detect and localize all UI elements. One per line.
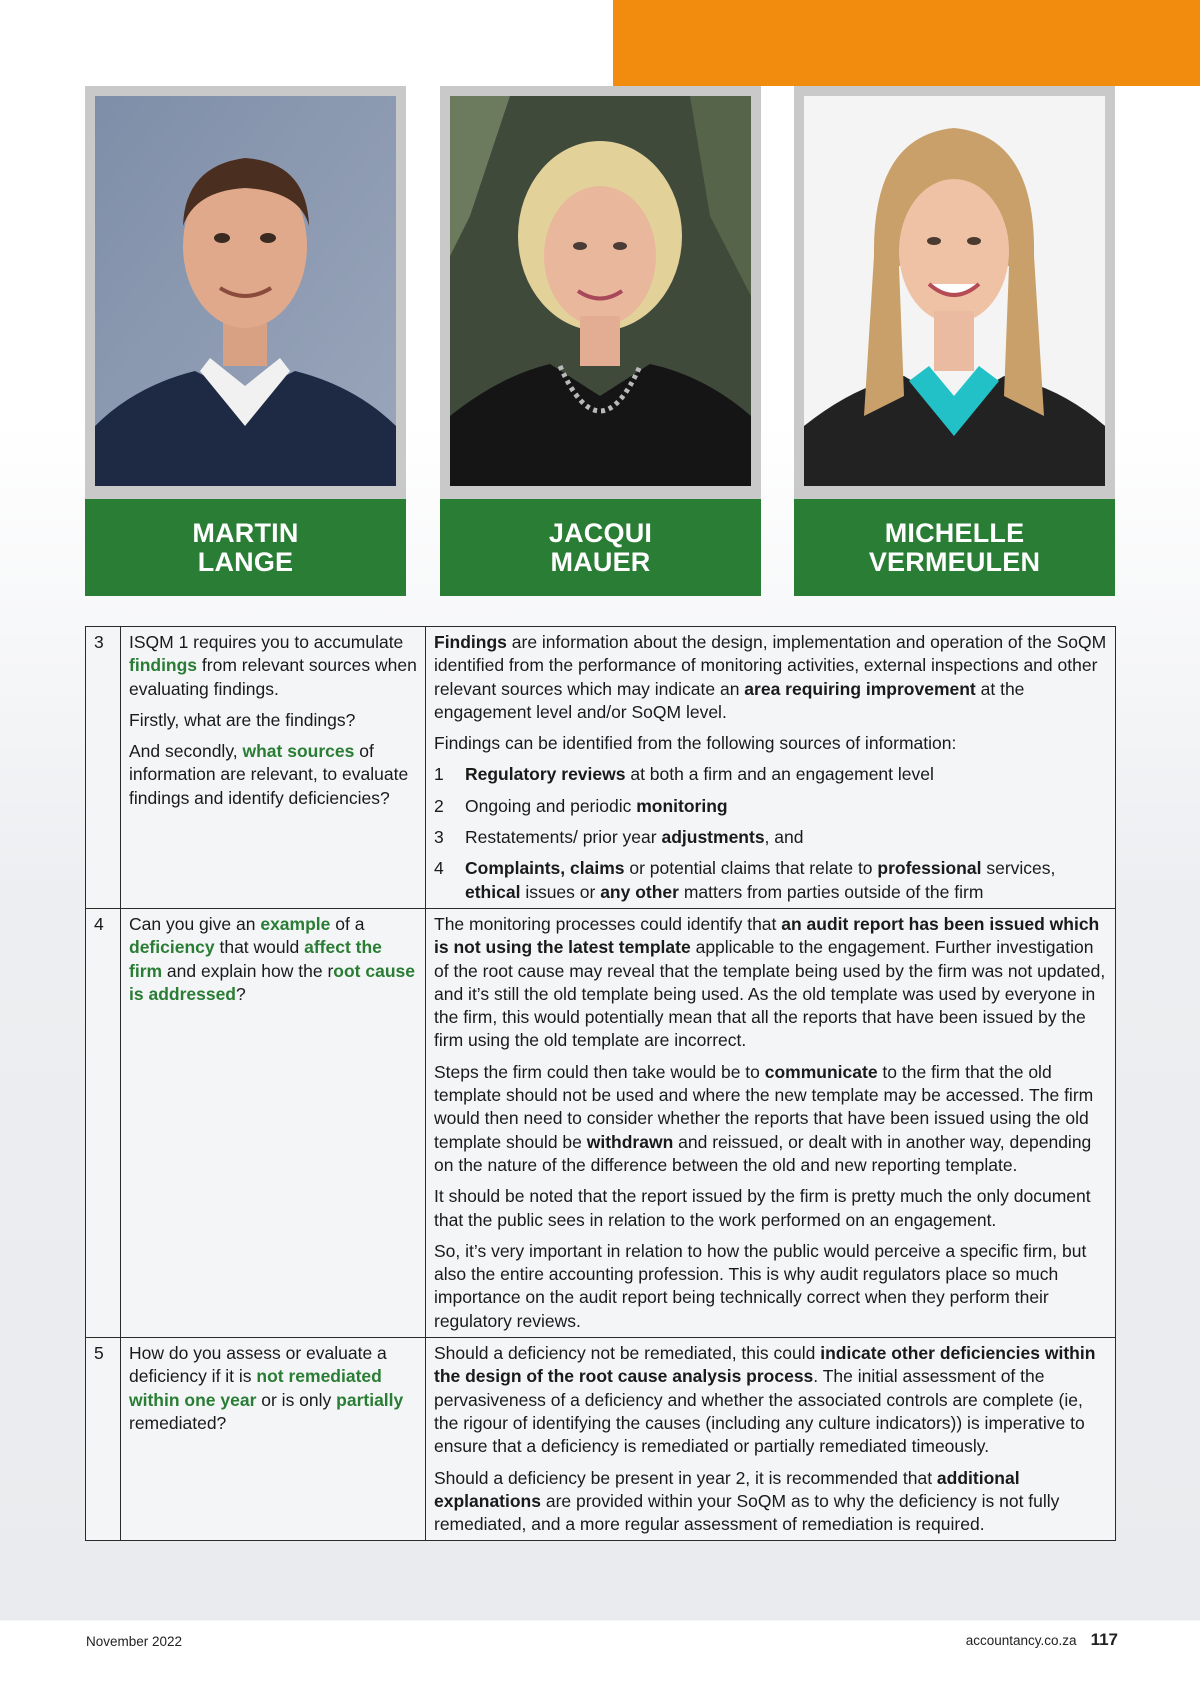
first-name: JACQUI	[548, 517, 653, 548]
question-paragraph: Can you give an example of a deficiency that would affect the firm and explain how the root cause is addressed?	[129, 913, 415, 1004]
portrait-photo-jacqui-mauer	[450, 96, 751, 486]
table-row	[86, 627, 1116, 909]
answer-paragraph: Findings can be identified from the following sources of information:	[434, 733, 957, 754]
answer-cell	[426, 627, 1116, 909]
list-item: 4 Complaints, claims or potential claims that relate to professional services, ethical issues or any other matters from parties outside of the firm	[434, 858, 1056, 902]
qa-table	[85, 626, 1116, 1541]
question-cell	[121, 1338, 426, 1541]
row-number: 3	[86, 627, 121, 909]
answer-paragraph: Should a deficiency not be remediated, this could indicate other deficiencies within the design of the root cause analysis process. The initial assessment of the pervasiveness of a deficiency and whether the associated controls are complete (ie, the rigour of identifying the causes (including any culture indicators)) is imperative to ensure that a deficiency is remediated or partially remediated timeously.	[434, 1343, 1096, 1457]
first-name: MARTIN	[192, 517, 299, 548]
row-number: 4	[86, 908, 121, 1337]
answer-paragraph: So, it’s very important in relation to how the public would perceive a specific firm, but also the entire accounting profession. This is why audit regulators place so much importance on the audit report being technically correct when they perform their regulatory reviews.	[434, 1240, 1087, 1331]
answer-cell	[426, 908, 1116, 1337]
question-paragraph: And secondly, what sources of information are relevant, to evaluate findings and identify deficiencies?	[129, 741, 409, 808]
profile-card-michelle-vermeulen	[794, 86, 1115, 596]
answer-paragraph: The monitoring processes could identify that an audit report has been issued which is not using the latest template applicable to the engagement. Further investigation of the root cause may reveal that the template being used by the firm was not updated, and it’s still the old template being used. As the old template was used by everyone in the firm, this would potentially mean that all the reports that have been issued by the firm using the old template are incorrect.	[434, 913, 1106, 1051]
photo-frame	[440, 86, 761, 499]
last-name: MAUER	[550, 546, 651, 577]
name-box	[794, 499, 1115, 596]
page-number: 117	[1090, 1630, 1118, 1649]
orange-header-band	[613, 0, 1200, 86]
table-row	[86, 908, 1116, 1337]
photo-frame	[85, 86, 406, 499]
footer-right	[966, 1630, 1118, 1650]
question-paragraph: ISQM 1 requires you to accumulate findings from relevant sources when evaluating findings.	[129, 632, 417, 699]
photo-frame	[794, 86, 1115, 499]
table-row	[86, 1338, 1116, 1541]
portrait-photo-martin-lange	[95, 96, 396, 486]
question-paragraph: Firstly, what are the findings?	[129, 709, 356, 730]
last-name: VERMEULEN	[868, 546, 1041, 577]
last-name: LANGE	[197, 546, 294, 577]
row-number: 5	[86, 1338, 121, 1541]
portrait-photo-michelle-vermeulen	[804, 96, 1105, 486]
portrait-illustration	[95, 96, 396, 486]
first-name: MICHELLE	[884, 517, 1025, 548]
question-paragraph: How do you assess or evaluate a deficiency if it is not remediated within one year or is only partially remediated?	[129, 1343, 404, 1433]
name-box	[85, 499, 406, 596]
answer-paragraph: Should a deficiency be present in year 2, it is recommended that additional explanations are provided within your SoQM as to why the deficiency is not fully remediated, and a more regular assessment of remediation is required.	[434, 1467, 1060, 1535]
question-cell	[121, 627, 426, 909]
list-item: 3 Restatements/ prior year adjustments, and	[434, 827, 804, 848]
list-item: 1 Regulatory reviews at both a firm and an engagement level	[434, 764, 934, 785]
portrait-illustration	[450, 96, 751, 486]
name-box	[440, 499, 761, 596]
answer-paragraph: Steps the firm could then take would be to communicate to the firm that the old template should not be used and where the new template may be accessed. The firm would then need to consider whether the reports that have been issued using the old template should be withdrawn and reissued, or dealt with in another way, depending on the nature of the difference between the old and new reporting template.	[434, 1061, 1094, 1175]
answer-paragraph: It should be noted that the report issued by the firm is pretty much the only document that the public sees in relation to the work performed on an engagement.	[434, 1186, 1091, 1230]
profile-card-martin-lange	[85, 86, 406, 596]
question-cell	[121, 908, 426, 1337]
answer-cell	[426, 1338, 1116, 1541]
list-item: 2 Ongoing and periodic monitoring	[434, 795, 728, 816]
portrait-illustration	[804, 96, 1105, 486]
profile-card-jacqui-mauer	[440, 86, 761, 596]
answer-paragraph: Findings are information about the design, implementation and operation of the SoQM identified from the performance of monitoring activities, external inspections and other relevant sources which may indicate an area requiring improvement at the engagement level and/or SoQM level.	[434, 632, 1107, 722]
footer-website: accountancy.co.za	[965, 1633, 1077, 1648]
footer-date: November 2022	[86, 1634, 183, 1649]
